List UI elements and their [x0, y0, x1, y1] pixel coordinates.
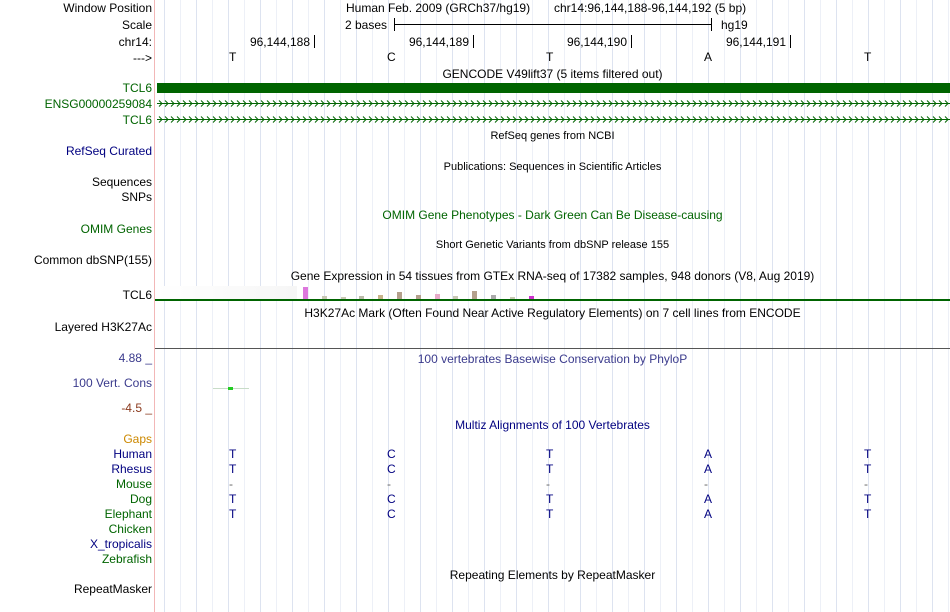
alignment-base: A [704, 507, 713, 521]
strand-label: ---> [133, 51, 152, 65]
phylop-max-label: 4.88 _ [118, 351, 152, 365]
gencode-track-label-2[interactable]: ENSG00000259084 [44, 97, 152, 111]
gtex-baseline [155, 299, 950, 301]
species-label[interactable]: Dog [129, 492, 152, 506]
alignment-base: T [546, 462, 554, 476]
ruler-tick-mark [473, 35, 474, 48]
gencode-intron-2[interactable] [157, 114, 950, 125]
scale-bar-left-tick [394, 18, 395, 31]
alignment-base: - [546, 477, 550, 491]
dbsnp-label[interactable]: Common dbSNP(155) [33, 253, 152, 267]
snps-label[interactable]: SNPs [121, 190, 152, 204]
gtex-label[interactable]: TCL6 [122, 288, 152, 302]
alignment-base: A [704, 462, 713, 476]
window-position-label: Window Position [63, 1, 152, 15]
omim-label[interactable]: OMIM Genes [80, 222, 152, 236]
species-label[interactable]: Human [113, 447, 152, 461]
scale-bar [394, 24, 712, 25]
gtex-tissue-bar[interactable] [472, 291, 477, 299]
ruler-tick-label: 96,144,190 [566, 35, 627, 49]
chrom-label: chr14: [118, 35, 152, 49]
alignment-base: T [229, 447, 237, 461]
ruler-tick-mark [631, 35, 632, 48]
alignment-base: C [387, 462, 396, 476]
base-letter: C [387, 50, 396, 64]
ruler-tick-mark [790, 35, 791, 48]
alignment-base: C [387, 447, 396, 461]
alignment-base: T [864, 447, 872, 461]
gencode-intron-1[interactable] [157, 98, 950, 109]
base-letter: T [864, 50, 872, 64]
multiz-title: Multiz Alignments of 100 Vertebrates [455, 418, 650, 432]
alignment-base: T [864, 507, 872, 521]
species-label[interactable]: Rhesus [111, 462, 152, 476]
repeatmasker-title: Repeating Elements by RepeatMasker [449, 568, 656, 582]
repeatmasker-label[interactable]: RepeatMasker [73, 582, 152, 596]
h3k27ac-baseline [155, 348, 950, 349]
position-title[interactable]: chr14:96,144,188-96,144,192 (5 bp) [554, 1, 747, 15]
omim-title: OMIM Gene Phenotypes - Dark Green Can Be Disease-causing [382, 208, 723, 222]
ruler-tick-mark [314, 35, 315, 48]
ruler-tick-label: 96,144,191 [725, 35, 786, 49]
phylop-score-bar[interactable] [228, 387, 233, 390]
scale-text: 2 bases [345, 18, 388, 32]
gencode-title: GENCODE V49lift37 (5 items filtered out) [442, 67, 663, 81]
gtex-tissue-bar[interactable] [397, 292, 402, 299]
alignment-base: A [704, 447, 713, 461]
species-label[interactable]: Mouse [115, 477, 152, 491]
base-letter: T [546, 50, 554, 64]
refseq-title: RefSeq genes from NCBI [490, 130, 615, 142]
alignment-base: T [546, 447, 554, 461]
alignment-base: A [704, 492, 713, 506]
alignment-base: - [229, 477, 233, 491]
alignment-base: C [387, 492, 396, 506]
gtex-tissue-bar[interactable] [303, 287, 308, 299]
species-label[interactable]: X_tropicalis [89, 537, 152, 551]
phylop-min-label: -4.5 _ [121, 401, 152, 415]
gtex-plot-shade [157, 286, 297, 300]
refseq-label[interactable]: RefSeq Curated [65, 144, 152, 158]
dbsnp-title: Short Genetic Variants from dbSNP release 155 [435, 239, 670, 251]
alignment-base: T [229, 492, 237, 506]
ruler-tick-label: 96,144,189 [408, 35, 469, 49]
alignment-base: - [704, 477, 708, 491]
gencode-track-label-1[interactable]: TCL6 [122, 81, 152, 95]
alignment-base: C [387, 507, 396, 521]
gaps-label[interactable]: Gaps [123, 432, 152, 446]
species-label[interactable]: Elephant [104, 507, 152, 521]
alignment-base: T [864, 462, 872, 476]
assembly-title[interactable]: Human Feb. 2009 (GRCh37/hg19) [346, 1, 531, 15]
alignment-base: T [546, 492, 554, 506]
species-label[interactable]: Chicken [108, 522, 152, 536]
gtex-title: Gene Expression in 54 tissues from GTEx RNA-seq of 17382 samples, 948 donors (V8, Aug 2019) [290, 269, 815, 283]
species-label[interactable]: Zebrafish [101, 552, 152, 566]
publications-title: Publications: Sequences in Scientific Articles [443, 161, 662, 173]
alignment-base: - [864, 477, 868, 491]
alignment-base: - [387, 477, 391, 491]
phylop-title: 100 vertebrates Basewise Conservation by PhyloP [417, 352, 688, 366]
gencode-track-label-3[interactable]: TCL6 [122, 113, 152, 127]
phylop-label[interactable]: 100 Vert. Cons [72, 376, 152, 390]
alignment-base: T [546, 507, 554, 521]
alignment-base: T [229, 462, 237, 476]
h3k27ac-title: H3K27Ac Mark (Often Found Near Active Regulatory Elements) on 7 cell lines from ENCODE [304, 306, 801, 320]
scale-bar-right-tick [711, 18, 712, 31]
h3k27ac-label[interactable]: Layered H3K27Ac [54, 320, 152, 334]
base-letter: T [229, 50, 237, 64]
scale-db: hg19 [721, 18, 748, 32]
alignment-base: T [864, 492, 872, 506]
base-letter: A [704, 50, 713, 64]
ruler-tick-label: 96,144,188 [249, 35, 310, 49]
sequences-label[interactable]: Sequences [91, 175, 152, 189]
scale-label: Scale [121, 18, 152, 32]
gencode-exon-block[interactable] [157, 83, 950, 93]
alignment-base: T [229, 507, 237, 521]
